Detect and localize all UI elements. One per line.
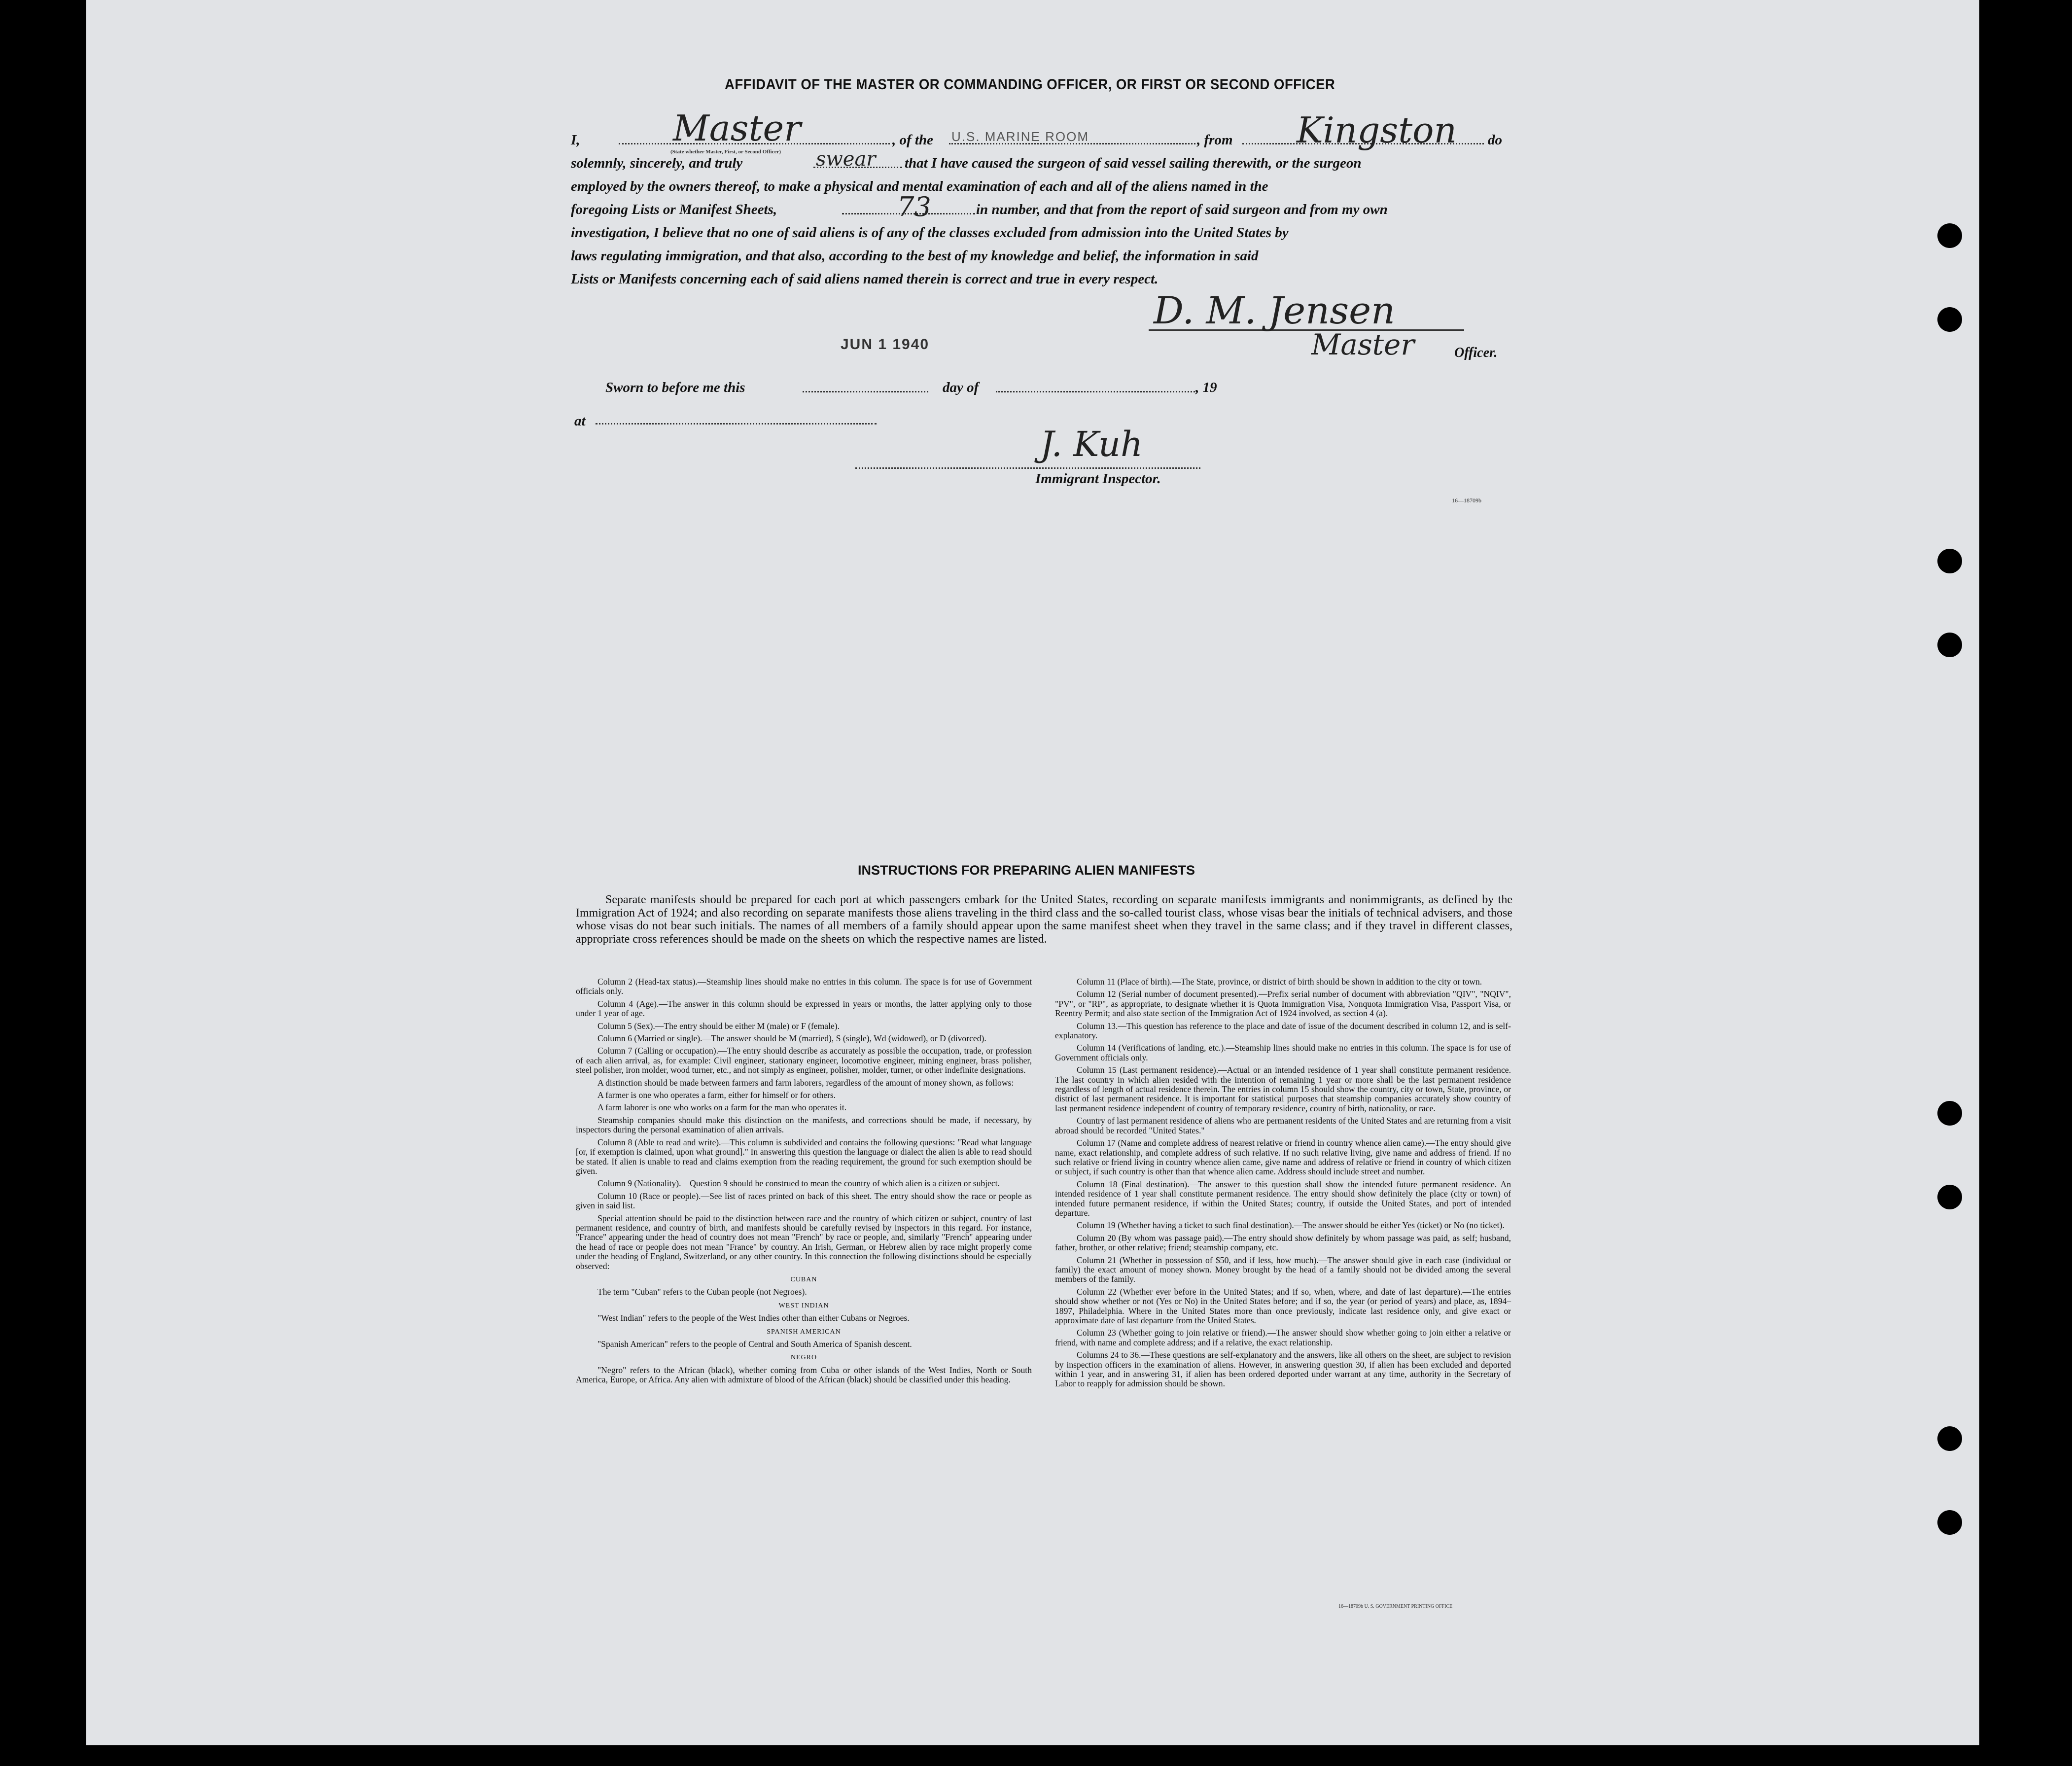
punch-hole [1937,1426,1962,1451]
sworn-month-line [996,391,1198,392]
instruction-paragraph: "Spanish American" refers to the people of Central and South America of Spanish descent. [597,1339,912,1349]
punch-hole [1937,549,1962,573]
instruction-paragraph: Column 4 (Age).—The answer in this column should be expressed in years or months, the latter applying only to those under 1 year of age. [576,998,1032,1019]
date-stamp: JUN 1 1940 [841,336,930,353]
inspector-signature: J. Kuh [1040,424,1143,464]
handwritten-rank: Master [673,107,801,149]
section-heading: NEGRO [790,1354,817,1362]
affidavit-text: laws regulating immigration, and that also, according to the best of my knowledge and belief, the information in said [571,248,1259,264]
instruction-paragraph: Column 19 (Whether having a ticket to such final destination).—The answer should be either Yes (ticket) or No (no ticket). [1077,1220,1505,1231]
instruction-paragraph: Column 18 (Final destination).—The answer to this question shall show the intended future permanent residence. An intended residence of 1 year shall constitute permanent residence. The entry should show definitely the place (city or town) of intended future permanent residence, if within the United States; country, if outside the United States, and port of intended departure. [1055,1179,1511,1218]
instructions-intro: Separate manifests should be prepared for each port at which passengers embark for the United States, recording on separate manifests immigrants and nonimmigrants, as defined by the Immigration Act of 1924; and also recording on separate manifests those aliens traveling in the third class and the so-called tourist class, whose visas bear the initials of technical advisers, and those whose visas do not bear such initials. The names of all members of a family should appear upon the same manifest sheet when they travel in the same class; and if they travel in different classes, appropriate cross references should be made on the sheets on which the respective names are listed. [576,893,1512,946]
instruction-paragraph: Column 11 (Place of birth).—The State, province, or district of birth should be shown in addition to the city or town. [1077,977,1482,987]
instruction-paragraph: Steamship companies should make this distinction on the manifests, and corrections should be made, if necessary, by inspectors during the personal examination of alien arrivals. [576,1115,1032,1135]
instruction-paragraph: Column 7 (Calling or occupation).—The entry should describe as accurately as possible the occupation, trade, or profession of each alien arrival, as, for example: Civil engineer, stationary engineer, locomotive engineer, mining engineer, brass polisher, steel polisher, iron molder, wood turner, etc., and not simply as engineer, polisher, molder, turner, or other indefinite designations. [576,1046,1032,1075]
affidavit-title: AFFIDAVIT OF THE MASTER OR COMMANDING OFFICER, OR FIRST OR SECOND OFFICER [725,76,1335,93]
instruction-paragraph: Column 22 (Whether ever before in the United States; and if so, when, where, and date of last departure).—The entries should show whether or not (Yes or No) in the United States before; and if so, the year (or period of years) and place, as, 1894–1897, Philadelphia. Where in the United States more than once previously, indicate last residence only, and give exact or approximate date of last departure from the United States. [1055,1286,1511,1325]
signature-title: Master [1311,328,1415,361]
sworn-text: Sworn to before me this [605,380,745,395]
instructions-title: INSTRUCTIONS FOR PREPARING ALIEN MANIFESTS [858,863,1195,878]
sworn-day-line [803,391,928,392]
affidavit-text: investigation, I believe that no one of said aliens is of any of the classes excluded from admission into the United States by [571,225,1289,241]
at-label: at [574,413,586,429]
punch-hole [1937,1101,1962,1126]
punch-hole [1937,1510,1962,1535]
instruction-paragraph: A farm laborer is one who works on a farm for the man who operates it. [597,1102,847,1113]
inspector-label: Immigrant Inspector. [1035,471,1161,487]
instruction-paragraph: Column 14 (Verifications of landing, etc.).—Steamship lines should make no entries in this column. The space is for use of Government officials only. [1055,1043,1511,1062]
sworn-text: day of [943,380,979,395]
instructions-left-column [576,977,1032,1388]
section-heading: CUBAN [790,1275,817,1283]
punch-hole [1937,1185,1962,1209]
printing-office-footer: 16—18709b U. S. GOVERNMENT PRINTING OFFICE [1338,1604,1453,1609]
affidavit-text: Lists or Manifests concerning each of said aliens named therein is correct and true in every respect. [571,271,1159,287]
inspector-line [855,467,1200,469]
handwritten-count: 73 [897,191,931,222]
instruction-paragraph: Column 21 (Whether in possession of $50, and if less, how much).—The answer should give in each case (individual or family) the exact amount of money shown. Money brought by the head of a family should not be divided among the several members of the family. [1055,1255,1511,1284]
instruction-paragraph: Special attention should be paid to the distinction between race and the country of which citizen or subject, country of last permanent residence, and country of birth, and manifests should be carefully revised by inspectors in this regard. For instance, "France" appearing under the head of country does not mean "French" by race or people, and, similarly "French" appearing under the head of race or people does not mean "France" by country. An Irish, German, or Hebrew alien by race might properly come under the heading of England, Switzerland, or any other country. In this connection the following distinctions should be especially observed: [576,1213,1032,1271]
affidavit-text: in number, and that from the report of said surgeon and from my own [976,202,1388,217]
at-line [596,423,877,424]
affidavit-text: that I have caused the surgeon of said vessel sailing therewith, or the surgeon [905,155,1362,171]
master-signature: D. M. Jensen [1154,288,1395,332]
instruction-paragraph: Column 20 (By whom was passage paid).—The entry should show definitely by whom passage was paid, as self; husband, father, brother, or other relative; friend; steamship company, etc. [1055,1233,1511,1253]
instructions-right-column [1055,977,1511,1392]
punch-hole [1937,633,1962,657]
instruction-paragraph: Columns 24 to 36.—These questions are self-explanatory and the answers, like all others on the sheet, are subject to revision by inspection officers in the examination of aliens. However, in answering question 30, if alien has been excluded and deported within 1 year, and in answering 31, if alien has been ordered deported under warrant at any time, authority in the Secretary of Labor to reapply for admission should be shown. [1055,1350,1511,1389]
instruction-paragraph: Column 10 (Race or people).—See list of races printed on back of this sheet. The entry should show the race or people as given in said list. [576,1191,1032,1211]
instruction-paragraph: "West Indian" refers to the people of the West Indies other than either Cubans or Negroes. [597,1313,910,1323]
instruction-paragraph: Column 13.—This question has reference to the place and date of issue of the document described in column 12, and is self-explanatory. [1055,1021,1511,1041]
instruction-paragraph: Column 12 (Serial number of document presented).—Prefix serial number of document with abbreviation "QIV", "NQIV", "PV", or "RP", as appropriate, to designate whether it is Quota Immigration Visa, Nonquota Immigration Visa, Passport Visa, or Reentry Permit; and also state section of the Immigration Act of 1924 involved, as section 4 (a). [1055,989,1511,1019]
instruction-paragraph: Column 5 (Sex).—The entry should be either M (male) or F (female). [597,1021,840,1031]
form-number: 16—18709b [1452,497,1481,504]
instruction-paragraph: Column 17 (Name and complete address of nearest relative or friend in country whence alien came).—The entry should give name, exact relationship, and complete address of such relative. If no such relative living, give name and address of friend. If no such relative or friend living in country whence alien came, give name and address of relative or friend in country of which citizen or subject, if such country is other than that whence alien came. Address should include street and number. [1055,1138,1511,1177]
instruction-paragraph: "Negro" refers to the African (black), whether coming from Cuba or other islands of the West Indies, North or South America, Europe, or Africa. Any alien with admixture of blood of the African (black) should be classified under this heading. [576,1365,1032,1385]
vessel-stamp: U.S. MARINE ROOM [951,129,1089,144]
instruction-paragraph: Column 15 (Last permanent residence).—Actual or an intended residence of 1 year shall constitute permanent residence. The last country in which alien resided with the intention of remaining 1 year or more shall be the last permanent residence regardless of length of actual residence therein. The entries in column 15 should show the country, city or town, State, province, or district of last permanent residence. It is important for statistical purposes that steamship companies accurately show country of last permanent residence independent of country of temporary residence, country of birth, nationality, or race. [1055,1065,1511,1113]
instruction-paragraph: The term "Cuban" refers to the Cuban people (not Negroes). [597,1287,807,1297]
affidavit-text: employed by the owners thereof, to make a physical and mental examination of each and all of the aliens named in the [571,178,1268,194]
section-heading: SPANISH AMERICAN [767,1328,841,1336]
instruction-paragraph: Column 9 (Nationality).—Question 9 should be construed to mean the country of which alien is a citizen or subject. [597,1178,1000,1189]
sworn-text: , 19 [1195,380,1217,395]
affidavit-text: do [1488,132,1502,148]
affidavit-text: solemnly, sincerely, and truly [571,155,743,171]
affidavit-text: I, [571,132,580,148]
officer-label: Officer. [1454,345,1498,360]
affidavit-text: foregoing Lists or Manifest Sheets, [571,202,777,217]
handwritten-swear: swear [816,148,876,171]
instruction-paragraph: Column 8 (Able to read and write).—This column is subdivided and contains the following questions: "Read what language [or, if exemption is claimed, upon what ground]." In answering this question the language or dialect the alien is able to read should be stated. If alien is unable to read and claims exemption from the reading requirement, the ground for such exemption should be given. [576,1137,1032,1176]
punch-hole [1937,223,1962,248]
instruction-paragraph: Country of last permanent residence of aliens who are permanent residents of the United States and are returning from a visit abroad should be recorded "United States." [1055,1116,1511,1135]
section-heading: WEST INDIAN [778,1302,829,1309]
instruction-paragraph: Column 2 (Head-tax status).—Steamship lines should make no entries in this column. The space is for use of Government officials only. [576,977,1032,996]
instruction-paragraph: Column 23 (Whether going to join relative or friend).—The answer should show whether going to join either a relative or friend, with name and complete address; and if a relative, the exact relationship. [1055,1328,1511,1347]
instruction-paragraph: A farmer is one who operates a farm, either for himself or for others. [597,1090,836,1100]
instruction-paragraph: A distinction should be made between farmers and farm laborers, regardless of the amount of money shown, as follows: [597,1077,1014,1088]
affidavit-text: , of the [892,132,933,148]
affidavit-text: , from [1197,132,1233,148]
instruction-paragraph: Column 6 (Married or single).—The answer should be M (married), S (single), Wd (widowed), or D (divorced). [597,1033,986,1044]
punch-hole [1937,307,1962,332]
handwritten-port: Kingston [1297,109,1457,151]
rank-note: (State whether Master, First, or Second Officer) [670,149,781,155]
